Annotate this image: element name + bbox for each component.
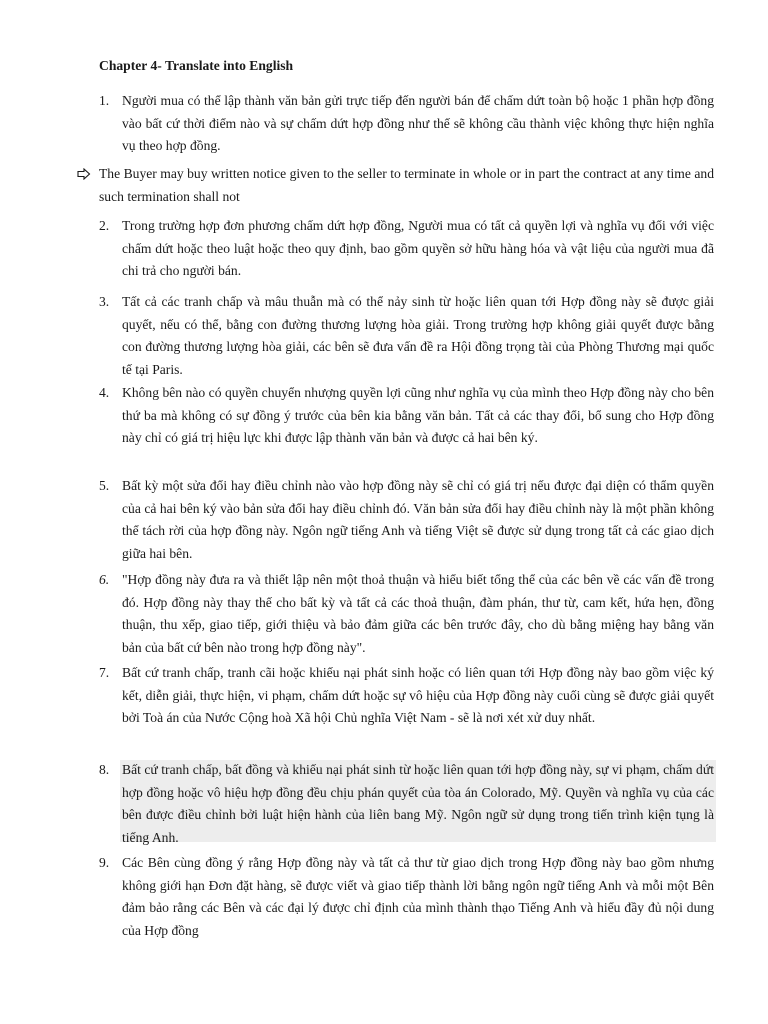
item-text: Tất cả các tranh chấp và mâu thuẫn mà có thể nảy sinh từ hoặc liên quan tới Hợp đồng này sẽ được giải quyết, nếu có thể, bằng con đường thương lượng hòa giải. Trong trường hợp không giải quyết được bằng con đường thương lượng hòa giải, các bên sẽ đưa vấn đề ra Hội đồng trọng tài của Phòng Thương mại quốc tế tại Paris.	[122, 294, 714, 377]
arrow-right-icon	[77, 163, 95, 180]
item-text: Trong trường hợp đơn phương chấm dứt hợp đồng, Người mua có tất cả quyền lợi và nghĩa vụ đối với việc chấm dứt hoặc theo luật hoặc theo quy định, bao gồm quyền sở hữu hàng hóa và vật liệu của người mua đã chi trả cho người bán.	[122, 218, 714, 279]
item-text: Không bên nào có quyền chuyển nhượng quyền lợi cũng như nghĩa vụ của mình theo Hợp đồng này cho bên thứ ba mà không có sự đồng ý trước của bên kia bằng văn bản. Tất cả các thay đổi, bổ sung cho Hợp đồng này chỉ có giá trị hiệu lực khi được lập thành văn bản và được cả hai bên ký.	[122, 385, 714, 446]
item-number: 7.	[99, 665, 110, 680]
item-text: Bất cứ tranh chấp, bất đồng và khiếu nại phát sinh từ hoặc liên quan tới hợp đồng này, sự vi phạm, chấm dứt hợp đồng hoặc vô hiệu hợp đồng đều chịu phán quyết của tòa án Colorado, Mỹ. Quyền và nghĩa vụ của các bên được điều chỉnh bởi luật hiện hành của liên bang Mỹ. Ngôn ngữ sử dụng trong tiến trình kiện tụng là tiếng Anh.	[122, 762, 714, 845]
item-text: Các Bên cùng đồng ý rằng Hợp đồng này và tất cả thư từ giao dịch trong Hợp đồng này bao gồm nhưng không giới hạn Đơn đặt hàng, sẽ được viết và giao tiếp thành lời bằng ngôn ngữ tiếng Anh và mỗi một Bên đảm bảo rằng các Bên và các đại lý được chỉ định của mình thành thạo Tiếng Anh và hiểu đầy đủ nội dung của Hợp đồng	[122, 855, 714, 938]
item-text: Bất kỳ một sửa đổi hay điều chỉnh nào vào hợp đồng này sẽ chỉ có giá trị nếu được đại diện có thẩm quyền của cả hai bên ký vào bản sửa đổi hay điều chỉnh đó. Văn bản sửa đổi hay điều chỉnh này là một phần không thể tách rời của hợp đồng này. Ngôn ngữ tiếng Anh và tiếng Việt sẽ được sử dụng trong tất cả các giao dịch giữa hai bên.	[122, 478, 714, 561]
item-number: 4.	[99, 385, 110, 400]
item-number: 1.	[99, 93, 110, 108]
chapter-title: Chapter 4- Translate into English	[99, 58, 294, 73]
item-number: 9.	[99, 855, 110, 870]
item-number: 2.	[99, 218, 110, 233]
item-number: 3.	[99, 294, 110, 309]
item-text: Người mua có thể lập thành văn bản gửi trực tiếp đến người bán để chấm dứt toàn bộ hoặc 1 phần hợp đồng vào bất cứ thời điểm nào và sự chấm dứt hợp đồng như thế sẽ không cầu thành việc không thực hiện nghĩa vụ theo hợp đồng.	[122, 93, 714, 154]
answer-text: The Buyer may buy written notice given to the seller to terminate in whole or in part the contract at any time and such termination shall not	[99, 166, 714, 204]
item-text: Bất cứ tranh chấp, tranh cãi hoặc khiếu nại phát sinh hoặc có liên quan tới Hợp đồng này bao gồm việc ký kết, diễn giải, thực hiện, vi phạm, chấm dứt hoặc sự vô hiệu của Hợp đồng này cuối cùng sẽ được giải quyết bởi Toà án của Nước Cộng hoà Xã hội Chủ nghĩa Việt Nam - sẽ là nơi xét xử duy nhất.	[122, 665, 714, 726]
item-number: 5.	[99, 478, 110, 493]
item-number: 6.	[99, 572, 110, 587]
item-text: "Hợp đồng này đưa ra và thiết lập nên một thoả thuận và hiểu biết tổng thể của các bên về các vấn đề trong đó. Hợp đồng này thay thế cho bất kỳ và tất cả các thoả thuận, đàm phán, thư từ, cam kết, hứa hẹn, đồng thuận, thu xếp, giao tiếp, giới thiệu và bảo đảm giữa các bên trước đây, cho dù bằng miệng hay bằng văn bản của bất cứ bên nào trong hợp đồng này".	[122, 572, 714, 655]
item-number: 8.	[99, 762, 110, 777]
